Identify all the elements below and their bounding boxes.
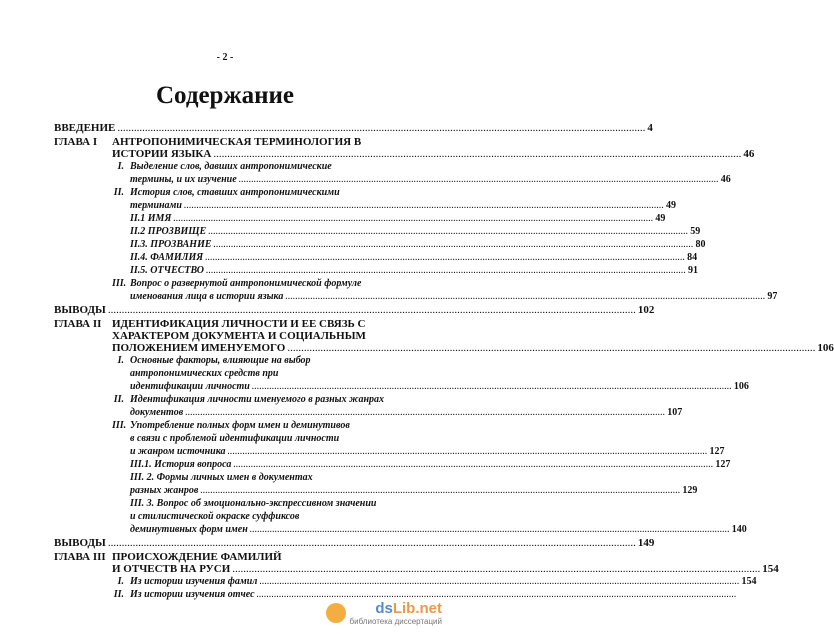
toc-entry [54, 537, 655, 549]
watermark-subtitle: библиотека диссертаций [349, 617, 442, 626]
table-of-contents [54, 121, 834, 601]
toc-page: 107 [667, 407, 683, 418]
toc-entry [54, 277, 778, 303]
watermark [312, 596, 442, 630]
toc-page: 59 [690, 226, 701, 237]
chapter-title-line: ИДЕНТИФИКАЦИЯ ЛИЧНОСТИ И ЕЕ СВЯЗЬ С [112, 318, 366, 330]
toc-subnum: I. [117, 161, 124, 172]
chapter-label: ГЛАВА II [54, 318, 102, 330]
toc-subtitle-line: именования лица в истории языка [130, 291, 284, 302]
toc-subtitle-line: III. 3. Вопрос об эмоционально-экспрессивном значении [130, 498, 377, 509]
chapter-title-line: ПОЛОЖЕНИЕМ ИМЕНУЕМОГО [112, 342, 286, 354]
toc-entry [54, 393, 683, 419]
toc-entry [54, 238, 706, 251]
toc-entry [54, 471, 698, 497]
toc-page: 46 [743, 148, 755, 160]
toc-subtitle-line: II.2 ПРОЗВИЩЕ [130, 226, 207, 237]
toc-subtitle-line: документов [130, 407, 184, 418]
toc-entry [54, 136, 755, 160]
toc-subtitle-line: Из истории изучения отчес [130, 589, 255, 600]
toc-page: 154 [741, 576, 757, 587]
page-number: - 2 - [216, 52, 234, 63]
toc-page: 49 [665, 200, 676, 211]
toc-entry [54, 354, 749, 393]
toc-entry [54, 575, 757, 588]
chapter-title-line: ИСТОРИИ ЯЗЫКА [112, 148, 212, 160]
toc-subtitle-line: и стилистической окраске суффиксов [130, 511, 300, 522]
toc-label: ВВЕДЕНИЕ [54, 122, 116, 134]
toc-subtitle-line: II.5. ОТЧЕСТВО [130, 265, 204, 276]
chapter-title-line: ХАРАКТЕРОМ ДОКУМЕНТА И СОЦИАЛЬНЫМ [112, 330, 366, 342]
toc-page: 102 [637, 304, 655, 316]
toc-subtitle-line: III.1. История вопроса [130, 459, 232, 470]
toc-subtitle-line: терминами [130, 200, 182, 211]
toc-subnum: II. [113, 589, 124, 600]
toc-subtitle-line: II.1 ИМЯ [130, 213, 172, 224]
toc-page: 46 [720, 174, 731, 185]
toc-entry [54, 264, 698, 277]
toc-subtitle-line: III. 2. Формы личных имен в документах [130, 472, 313, 483]
toc-entry [54, 186, 676, 212]
toc-page: 4 [647, 122, 653, 134]
toc-subtitle-line: II.3. ПРОЗВАНИЕ [130, 239, 212, 250]
toc-subnum: II. [113, 187, 124, 198]
toc-subtitle-line: идентификации личности [130, 381, 250, 392]
toc-page: 127 [709, 446, 725, 457]
toc-subtitle-line: Из истории изучения фамил [130, 576, 258, 587]
toc-subtitle-line: Вопрос о развернутой антропонимической формуле [130, 278, 362, 289]
toc-page: 91 [687, 265, 698, 276]
toc-page: 106 [733, 381, 749, 392]
toc-subnum: II. [113, 394, 124, 405]
toc-label: ВЫВОДЫ [54, 537, 106, 549]
chapter-title-line: ПРОИСХОЖДЕНИЕ ФАМИЛИЙ [112, 551, 282, 563]
toc-page: 97 [767, 291, 778, 302]
toc-subtitle-line: антропонимических средств при [130, 368, 279, 379]
toc-subtitle-line: Основные факторы, влияющие на выбор [130, 355, 311, 366]
toc-page: 140 [731, 524, 747, 535]
chapter-title-line: И ОТЧЕСТВ НА РУСИ [112, 563, 231, 575]
toc-page: 129 [682, 485, 698, 496]
toc-entry [54, 160, 731, 186]
toc-subtitle-line: Употребление полных форм имен и деминутивов [130, 420, 350, 431]
toc-entry [54, 318, 834, 354]
toc-entry [54, 304, 655, 316]
toc-subtitle-line: и жанром источника [130, 446, 226, 457]
toc-subnum: III. [112, 420, 127, 431]
toc-page: 149 [637, 537, 655, 549]
toc-subnum: III. [112, 278, 127, 289]
page-title: Содержание [155, 82, 294, 109]
toc-page: 84 [687, 252, 698, 263]
toc-subtitle-line: Идентификация личности именуемого в разных жанрах [130, 394, 385, 405]
toc-page: 49 [655, 213, 666, 224]
toc-subtitle-line: в связи с проблемой идентификации личности [130, 433, 340, 444]
toc-entry [54, 225, 701, 238]
dslib-logo-icon [326, 603, 346, 623]
toc-page: 106 [817, 342, 834, 354]
toc-subtitle-line: II.4. ФАМИЛИЯ [130, 252, 204, 263]
toc-subtitle-line: термины, и их изучение [130, 174, 237, 185]
toc-entry [54, 458, 731, 471]
toc-page: 154 [762, 563, 779, 575]
toc-page: 80 [695, 239, 706, 250]
toc-subtitle-line: разных жанров [130, 485, 199, 496]
toc-subnum: I. [117, 576, 124, 587]
toc-entry [54, 251, 698, 264]
toc-entry [54, 497, 747, 536]
toc-entry [54, 551, 779, 575]
toc-entry [54, 419, 725, 458]
chapter-title-line: АНТРОПОНИМИЧЕСКАЯ ТЕРМИНОЛОГИЯ В [112, 136, 362, 148]
chapter-label: ГЛАВА I [54, 136, 98, 148]
toc-subtitle-line: История слов, ставших антропонимическими [130, 187, 340, 198]
watermark-brand: dsLib.net [375, 600, 442, 617]
toc-page: 127 [715, 459, 731, 470]
toc-entry [54, 122, 653, 134]
toc-subtitle-line: деминутивных форм имен [130, 524, 248, 535]
toc-subnum: I. [117, 355, 124, 366]
toc-entry [54, 212, 666, 225]
toc-subtitle-line: Выделение слов, давших антропонимические [130, 161, 332, 172]
chapter-label: ГЛАВА III [54, 551, 106, 563]
toc-label: ВЫВОДЫ [54, 304, 106, 316]
